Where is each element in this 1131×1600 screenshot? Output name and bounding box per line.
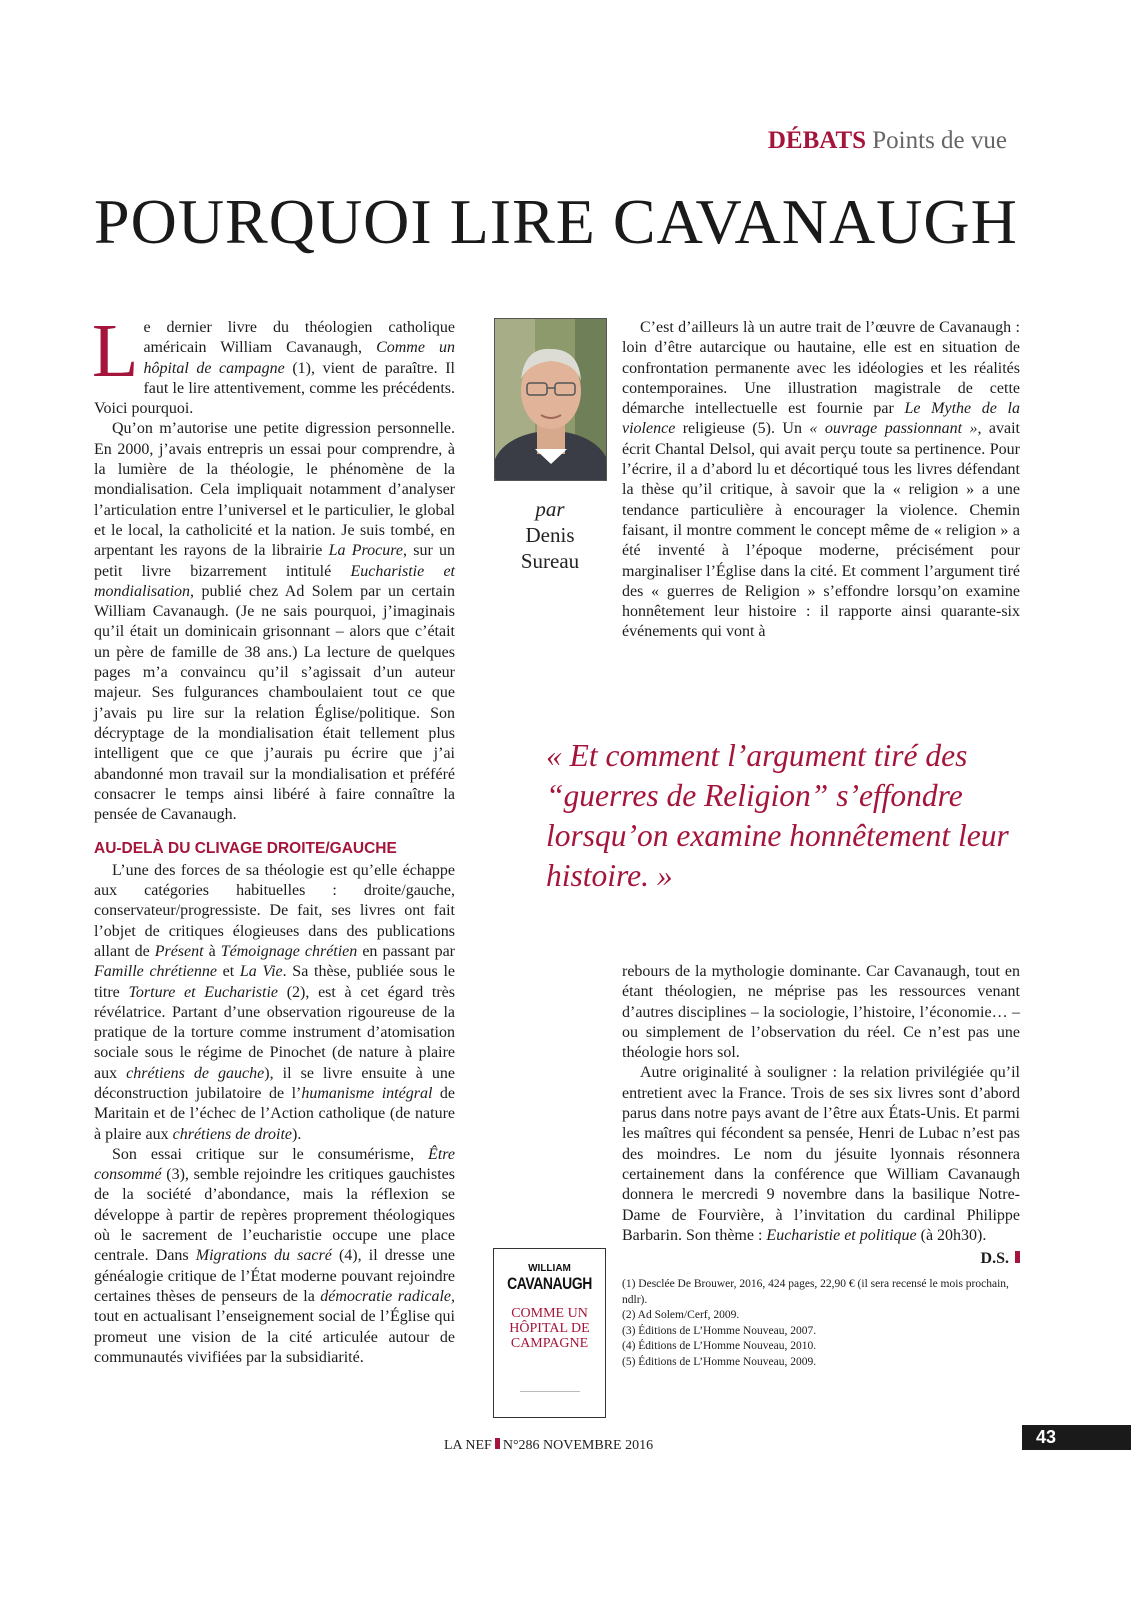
section-label: DÉBATS: [767, 127, 867, 154]
issue-info: N°286 NOVEMBRE 2016: [502, 1438, 654, 1453]
footnote: (1) Desclée De Brouwer, 2016, 424 pages, 22,90 € (il sera recensé le mois prochain, ndlr).: [622, 1278, 1009, 1306]
signature: D.S.: [622, 1249, 1020, 1269]
article-column-right-top: [622, 318, 1020, 643]
book-author-first: WILLIAM: [528, 1263, 571, 1274]
article-title: POURQUOI LIRE CAVANAUGH: [94, 186, 1018, 257]
magazine-name: LA NEF: [444, 1438, 492, 1453]
author-first-name: Denis: [525, 523, 575, 547]
footnote: (3) Éditions de L’Homme Nouveau, 2007.: [622, 1324, 817, 1337]
article-column-right-bottom: [622, 962, 1020, 1370]
page-number: 43: [1022, 1425, 1131, 1450]
byline: [500, 496, 600, 574]
end-mark: [1015, 1251, 1020, 1263]
paragraph: Autre originalité à souligner : la relation privilégiée qu’il entretient avec la France. Trois de ses six livres sont d’abord parus dans notre pays avant de l’être aux États-Unis. Et parmi les maîtres qui fécondent sa pensée, Henri de Lubac n’est pas des moindres. Le nom du jésuite lyonnais résonnera certainement dans la conférence que William Cavanaugh donnera le mercredi 9 novembre dans la basilique Notre-Dame de Fourvière, à l’invitation du cardinal Philippe Barbarin. Son thème : Eucharistie et politique (à 20h30).: [622, 1064, 1020, 1244]
book-cover: [493, 1248, 606, 1418]
paragraph: C’est d’ailleurs là un autre trait de l’œuvre de Cavanaugh : loin d’être autarcique ou hautaine, elle est en situation de confrontation permanente avec les idéologies et les réalités contemporaines. Une illustration magistrale de cette démarche intellectuelle est fournie par Le Mythe de la violence religieuse (5). Un « ouvrage passionnant », avait écrit Chantal Delsol, qui avait perçu toute sa pertinence. Pour l’écrire, il a d’abord lu et décortiqué tous les livres défendant la thèse qu’il critique, à savoir que la « religion » a une tendance particulière à encourager la violence. Chemin faisant, il montre comment le concept même de « religion » a été inventé à l’époque moderne, précisément pour marginaliser l’Église dans la cité. Et comment l’argument tiré des « guerres de Religion » s’effondre lorsqu’on examine honnêtement leur histoire : il rapporte ainsi quarante-six événements qui vont à: [622, 319, 1021, 641]
footnote: (4) Éditions de L’Homme Nouveau, 2010.: [622, 1340, 817, 1353]
book-publisher-rule: [520, 1391, 580, 1392]
byline-par: par: [535, 497, 565, 521]
paragraph: Son essai critique sur le consumérisme, Être consommé (3), semble rejoindre les critiques gauchistes de la société d’abondance, mais la réflexion se développe à partir de repères proprement théologiques où le sacrement de l’eucharistie occupe une place centrale. Dans Migrations du sacré (4), il dresse une généalogie critique de l’État moderne pouvant rejoindre certaines thèses de penseurs de la démocratie radicale, tout en actualisant l’enseignement social de l’Église qui promeut une vision de la cité articulée autour de communautés vivifiées par la subsidiarité.: [94, 1145, 456, 1366]
pull-quote: « Et comment l’argument tiré des “guerres de Religion” s’effondre lorsqu’on examine honnêtement leur histoire. »: [546, 738, 1009, 893]
paragraph-continued: rebours de la mythologie dominante. Car Cavanaugh, tout en étant théologien, ne méprise pas les ressources venant d’autres disciplines – la sociologie, l’histoire, l’économie… – ou simplement de l’observation du réel. Ce n’est pas une théologie hors sol.: [622, 963, 1020, 1062]
footnotes: [622, 1277, 1020, 1370]
footnote: (2) Ad Solem/Cerf, 2009.: [622, 1309, 740, 1322]
author-last-name: Sureau: [520, 549, 580, 573]
book-title: COMME UN HÔPITAL DE CAMPAGNE: [509, 1306, 590, 1351]
book-author-last: CAVANAUGH: [507, 1274, 592, 1293]
drop-cap: L: [92, 309, 139, 393]
section-rubric: [768, 127, 1007, 155]
footer-separator: [495, 1438, 500, 1449]
paragraph: L’une des forces de sa théologie est qu’elle échappe aux catégories habituelles : droite/gauche, conservateur/progressiste. De fait, ses livres ont fait l’objet de critiques élogieuses dans des publications allant de Présent à Témoignage chrétien en passant par Famille chrétienne et La Vie. Sa thèse, publiée sous le titre Torture et Eucharistie (2), est à cet égard très révélatrice. Partant d’une observation rigoureuse de la pratique de la torture comme instrument d’atomisation sociale sous le régime de Pinochet (de nature à plaire aux chrétiens de gauche), il se livre ensuite à une déconstruction jubilatoire de l’humanisme intégral de Maritain et de l’échec de l’Action catholique (de nature à plaire aux chrétiens de droite).: [94, 861, 456, 1143]
author-portrait-graphic: [495, 319, 606, 480]
section-subheading: AU-DELÀ DU CLIVAGE DROITE/GAUCHE: [94, 840, 397, 858]
paragraph-intro: Le dernier livre du théologien catholique américain William Cavanaugh, Comme un hôpital de campagne (1), vient de paraître. Il faut le lire attentivement, comme les précédents. Voici pourquoi.: [92, 309, 456, 418]
page-footer: [444, 1438, 653, 1454]
author-photo: [494, 318, 607, 481]
footnote: (5) Éditions de L’Homme Nouveau, 2009.: [622, 1355, 817, 1368]
paragraph: Qu’on m’autorise une petite digression personnelle. En 2000, j’avais entrepris un essai pour comprendre, à la lumière de la théologie, le phénomène de la mondialisation. Cela impliquait notamment d’analyser l’articulation entre l’universel et le particulier, le global et le local, la catholicité et la nation. Je suis tombé, en arpentant les rayons de la librairie La Procure, sur un petit livre bizarrement intitulé Eucharistie et mondialisation, publié chez Ad Solem par un certain William Cavanaugh. (Je ne sais pourquoi, j’imaginais qu’il était un dominicain grisonnant – alors que c’était un père de famille de 38 ans.) La lecture de quelques pages m’a convaincu qu’il s’agissait d’un auteur majeur. Ses fulgurances chamboulaient tout ce que j’avais pu lire sur la relation Église/politique. Son décryptage de la mondialisation était tellement plus intelligent que ce que j’aurais pu écrire que j’ai abandonné mon travail sur la mondialisation et préféré consacrer le temps ainsi libéré à faire connaître la pensée de Cavanaugh.: [94, 420, 456, 824]
article-column-left: [92, 309, 456, 1368]
subsection-label: Points de vue: [872, 127, 1007, 154]
